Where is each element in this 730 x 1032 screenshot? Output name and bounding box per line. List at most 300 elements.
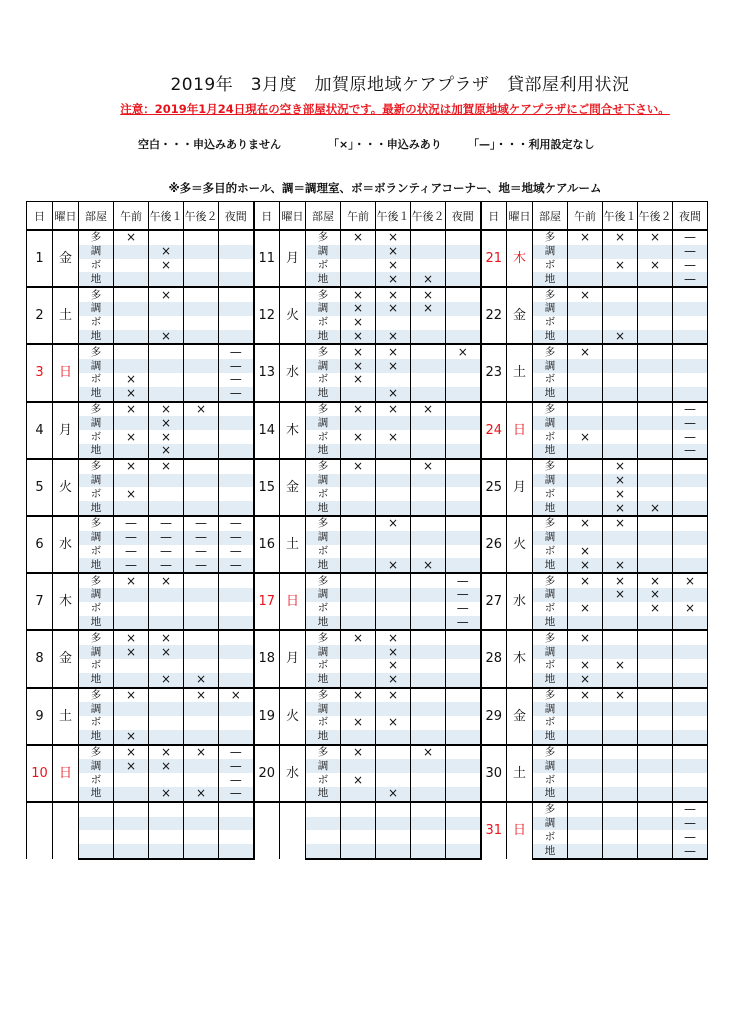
day-cell (254, 802, 280, 859)
slot-cell: × (603, 558, 638, 573)
slot-cell (376, 588, 411, 602)
slot-cell: — (219, 373, 254, 387)
table-row (27, 616, 708, 631)
slot-cell (603, 387, 638, 402)
slot-cell (638, 430, 673, 444)
slot-cell: × (149, 287, 184, 302)
slot-cell: — (219, 531, 254, 545)
slot-cell (603, 402, 638, 417)
notice-text (0, 101, 730, 117)
weekday-cell: 土 (507, 344, 533, 401)
room-cell: ボ (306, 716, 341, 730)
column-header: 午後１ (376, 202, 411, 231)
slot-cell (603, 630, 638, 645)
slot-cell (446, 673, 481, 688)
slot-cell: × (568, 630, 603, 645)
slot-cell (638, 802, 673, 817)
room-cell: 多 (79, 745, 114, 760)
table-row (27, 702, 708, 716)
slot-cell (446, 416, 481, 430)
slot-cell (568, 444, 603, 459)
slot-cell (446, 302, 481, 316)
slot-cell (114, 830, 149, 844)
column-header: 曜日 (507, 202, 533, 231)
slot-cell (568, 487, 603, 501)
slot-cell (184, 501, 219, 516)
slot-cell (638, 688, 673, 703)
slot-cell (219, 501, 254, 516)
slot-cell: — (219, 344, 254, 359)
slot-cell (341, 558, 376, 573)
room-cell: 地 (306, 501, 341, 516)
slot-cell: × (638, 588, 673, 602)
slot-cell: — (184, 531, 219, 545)
slot-cell (446, 817, 481, 831)
day-cell: 13 (254, 344, 280, 401)
slot-cell (673, 501, 708, 516)
slot-cell (184, 659, 219, 673)
slot-cell (411, 474, 446, 488)
slot-cell (341, 844, 376, 859)
weekday-cell: 木 (507, 230, 533, 287)
slot-cell: — (673, 844, 708, 859)
slot-cell (446, 759, 481, 773)
room-cell: 多 (79, 344, 114, 359)
slot-cell: × (411, 272, 446, 287)
slot-cell (411, 416, 446, 430)
slot-cell (114, 602, 149, 616)
slot-cell: × (568, 673, 603, 688)
slot-cell (638, 245, 673, 259)
table-row (27, 759, 708, 773)
slot-cell (219, 416, 254, 430)
table-row (27, 573, 708, 588)
room-cell: 地 (306, 787, 341, 802)
slot-cell (184, 359, 219, 373)
slot-cell (638, 316, 673, 330)
slot-cell (184, 773, 219, 787)
slot-cell (446, 287, 481, 302)
room-cell: 地 (306, 272, 341, 287)
slot-cell: — (114, 531, 149, 545)
slot-cell (568, 616, 603, 631)
slot-cell (184, 730, 219, 745)
slot-cell: × (184, 673, 219, 688)
room-cell: 多 (306, 230, 341, 245)
weekday-cell: 土 (53, 287, 79, 344)
slot-cell (341, 602, 376, 616)
slot-cell (411, 516, 446, 531)
slot-cell (673, 773, 708, 787)
slot-cell: × (638, 230, 673, 245)
slot-cell (219, 730, 254, 745)
room-cell: 調 (533, 245, 568, 259)
slot-cell (411, 487, 446, 501)
slot-cell: × (341, 430, 376, 444)
slot-cell (673, 287, 708, 302)
slot-cell: × (376, 716, 411, 730)
slot-cell (149, 359, 184, 373)
slot-cell: × (149, 573, 184, 588)
slot-cell: × (341, 688, 376, 703)
slot-cell (568, 773, 603, 787)
room-cell: ボ (533, 602, 568, 616)
table-row (27, 416, 708, 430)
slot-cell: × (603, 259, 638, 273)
table-row (27, 272, 708, 287)
slot-cell (446, 787, 481, 802)
slot-cell (376, 602, 411, 616)
slot-cell (638, 272, 673, 287)
slot-cell: — (219, 759, 254, 773)
slot-cell (184, 702, 219, 716)
weekday-cell: 土 (507, 745, 533, 802)
slot-cell (341, 588, 376, 602)
slot-cell (411, 673, 446, 688)
room-cell: 調 (79, 416, 114, 430)
weekday-cell: 月 (53, 402, 79, 459)
slot-cell (341, 702, 376, 716)
slot-cell: — (673, 416, 708, 430)
page-title (0, 70, 730, 95)
room-cell: 地 (306, 616, 341, 631)
slot-cell: × (376, 645, 411, 659)
slot-cell: — (114, 545, 149, 559)
room-cell: 多 (306, 573, 341, 588)
room-cell: 多 (306, 344, 341, 359)
slot-cell (673, 702, 708, 716)
slot-cell: × (603, 588, 638, 602)
room-cell: ボ (533, 830, 568, 844)
room-cell: ボ (79, 716, 114, 730)
legend-dash: 「—」・・・利用設定なし (468, 138, 595, 151)
slot-cell (638, 745, 673, 760)
slot-cell (184, 272, 219, 287)
room-cell: 多 (533, 573, 568, 588)
slot-cell (673, 745, 708, 760)
slot-cell: × (568, 558, 603, 573)
slot-cell: — (446, 573, 481, 588)
table-row (27, 659, 708, 673)
room-cell: ボ (533, 773, 568, 787)
slot-cell (411, 387, 446, 402)
weekday-cell: 水 (280, 745, 306, 802)
slot-cell (411, 430, 446, 444)
slot-cell: — (673, 430, 708, 444)
slot-cell (568, 416, 603, 430)
room-cell: 調 (306, 702, 341, 716)
room-cell: 多 (533, 802, 568, 817)
day-cell: 4 (27, 402, 53, 459)
room-cell: ボ (306, 259, 341, 273)
weekday-cell: 水 (280, 344, 306, 401)
slot-cell: × (376, 302, 411, 316)
slot-cell (673, 787, 708, 802)
room-cell: 多 (79, 573, 114, 588)
slot-cell (184, 645, 219, 659)
day-cell: 2 (27, 287, 53, 344)
room-cell: ボ (306, 373, 341, 387)
room-cell: 地 (533, 501, 568, 516)
slot-cell: × (376, 272, 411, 287)
weekday-cell: 水 (507, 573, 533, 630)
slot-cell (603, 430, 638, 444)
slot-cell: — (219, 558, 254, 573)
column-header: 午前 (114, 202, 149, 231)
slot-cell: × (411, 745, 446, 760)
slot-cell (184, 416, 219, 430)
table-row (27, 673, 708, 688)
slot-cell: — (219, 516, 254, 531)
slot-cell (184, 716, 219, 730)
slot-cell: — (114, 558, 149, 573)
slot-cell (376, 730, 411, 745)
slot-cell: × (603, 659, 638, 673)
slot-cell: — (673, 230, 708, 245)
room-cell: ボ (79, 602, 114, 616)
slot-cell (341, 787, 376, 802)
room-cell: 多 (306, 516, 341, 531)
slot-cell: × (411, 402, 446, 417)
column-header: 午後１ (603, 202, 638, 231)
slot-cell (568, 501, 603, 516)
slot-cell (184, 759, 219, 773)
room-cell: 地 (533, 616, 568, 631)
room-cell: ボ (306, 659, 341, 673)
slot-cell (219, 659, 254, 673)
slot-cell: × (376, 359, 411, 373)
weekday-cell: 金 (53, 630, 79, 687)
slot-cell (603, 759, 638, 773)
room-cell: 地 (533, 673, 568, 688)
day-cell: 29 (481, 688, 507, 745)
slot-cell (411, 730, 446, 745)
room-cell: 多 (533, 402, 568, 417)
slot-cell: × (114, 630, 149, 645)
slot-cell (376, 844, 411, 859)
slot-cell (603, 373, 638, 387)
slot-cell (603, 730, 638, 745)
room-cell: 地 (533, 844, 568, 859)
slot-cell: × (603, 688, 638, 703)
slot-cell: — (673, 830, 708, 844)
slot-cell (603, 531, 638, 545)
weekday-cell (53, 802, 79, 859)
slot-cell (376, 444, 411, 459)
slot-cell: × (638, 259, 673, 273)
slot-cell (114, 416, 149, 430)
slot-cell (411, 330, 446, 345)
slot-cell (114, 588, 149, 602)
table-row (27, 245, 708, 259)
slot-cell: × (568, 602, 603, 616)
slot-cell (376, 459, 411, 474)
table-row (27, 501, 708, 516)
day-cell: 27 (481, 573, 507, 630)
reservation-table (26, 201, 708, 860)
slot-cell (411, 616, 446, 631)
slot-cell (376, 474, 411, 488)
room-cell: 多 (306, 287, 341, 302)
slot-cell (638, 287, 673, 302)
slot-cell (411, 716, 446, 730)
slot-cell (568, 245, 603, 259)
slot-cell (673, 616, 708, 631)
slot-cell (603, 416, 638, 430)
slot-cell (673, 316, 708, 330)
slot-cell (638, 773, 673, 787)
table-row (27, 817, 708, 831)
slot-cell (603, 817, 638, 831)
column-header: 部屋 (533, 202, 568, 231)
slot-cell (411, 659, 446, 673)
slot-cell: — (219, 745, 254, 760)
slot-cell (114, 787, 149, 802)
slot-cell (603, 716, 638, 730)
slot-cell (376, 501, 411, 516)
slot-cell (673, 516, 708, 531)
slot-cell (341, 802, 376, 817)
slot-cell (673, 673, 708, 688)
slot-cell: × (638, 501, 673, 516)
slot-cell (149, 373, 184, 387)
slot-cell (184, 316, 219, 330)
slot-cell (184, 830, 219, 844)
slot-cell (184, 430, 219, 444)
slot-cell (568, 402, 603, 417)
day-cell: 31 (481, 802, 507, 859)
slot-cell (219, 602, 254, 616)
slot-cell (411, 702, 446, 716)
slot-cell: — (149, 558, 184, 573)
slot-cell (673, 359, 708, 373)
room-cell: 多 (306, 688, 341, 703)
slot-cell (638, 730, 673, 745)
slot-cell: × (341, 330, 376, 345)
room-cell (306, 830, 341, 844)
slot-cell: × (603, 230, 638, 245)
room-cell: ボ (306, 487, 341, 501)
room-cell: ボ (533, 430, 568, 444)
slot-cell (219, 702, 254, 716)
table-row (27, 844, 708, 859)
slot-cell: — (446, 616, 481, 631)
legend-x: 「×」・・・申込みあり (328, 138, 442, 151)
slot-cell: × (341, 359, 376, 373)
slot-cell (219, 844, 254, 859)
room-cell: 多 (79, 630, 114, 645)
slot-cell: — (184, 516, 219, 531)
room-cell: 調 (533, 817, 568, 831)
slot-cell: × (568, 573, 603, 588)
slot-cell (446, 387, 481, 402)
slot-cell (184, 630, 219, 645)
slot-cell (149, 830, 184, 844)
weekday-cell: 金 (53, 230, 79, 287)
slot-cell: × (184, 688, 219, 703)
slot-cell (114, 702, 149, 716)
slot-cell (446, 716, 481, 730)
slot-cell (603, 444, 638, 459)
weekday-cell: 日 (53, 745, 79, 802)
slot-cell (219, 716, 254, 730)
column-header: 夜間 (219, 202, 254, 231)
slot-cell: × (341, 302, 376, 316)
table-row (27, 645, 708, 659)
slot-cell: × (376, 673, 411, 688)
slot-cell (638, 645, 673, 659)
slot-cell (411, 259, 446, 273)
table-row (27, 444, 708, 459)
room-cell: 調 (533, 416, 568, 430)
slot-cell (446, 316, 481, 330)
slot-cell (149, 817, 184, 831)
slot-cell (149, 716, 184, 730)
slot-cell (446, 545, 481, 559)
slot-cell (184, 844, 219, 859)
slot-cell (446, 702, 481, 716)
slot-cell: × (376, 688, 411, 703)
slot-cell: — (673, 245, 708, 259)
slot-cell (603, 673, 638, 688)
slot-cell (184, 602, 219, 616)
slot-cell (341, 501, 376, 516)
slot-cell (114, 344, 149, 359)
slot-cell (568, 844, 603, 859)
slot-cell: — (184, 545, 219, 559)
slot-cell: × (376, 230, 411, 245)
slot-cell (341, 531, 376, 545)
slot-cell (568, 459, 603, 474)
day-cell: 9 (27, 688, 53, 745)
slot-cell (446, 745, 481, 760)
slot-cell: × (603, 487, 638, 501)
slot-cell (603, 830, 638, 844)
slot-cell (341, 730, 376, 745)
column-header: 午後１ (149, 202, 184, 231)
room-cell: 地 (533, 272, 568, 287)
room-cell: 地 (79, 673, 114, 688)
slot-cell (411, 759, 446, 773)
table-row (27, 387, 708, 402)
slot-cell (638, 558, 673, 573)
slot-cell (568, 373, 603, 387)
room-cell: 調 (306, 416, 341, 430)
slot-cell (638, 487, 673, 501)
slot-cell (184, 373, 219, 387)
slot-cell (184, 802, 219, 817)
slot-cell (114, 245, 149, 259)
weekday-cell (280, 802, 306, 859)
room-cell: 調 (79, 531, 114, 545)
slot-cell: — (219, 545, 254, 559)
room-cell: 地 (79, 616, 114, 631)
slot-cell (446, 359, 481, 373)
room-cell: 地 (533, 330, 568, 345)
day-cell: 14 (254, 402, 280, 459)
slot-cell (568, 359, 603, 373)
room-cell: 多 (533, 287, 568, 302)
slot-cell (411, 245, 446, 259)
room-cell: 地 (533, 730, 568, 745)
slot-cell (638, 702, 673, 716)
slot-cell: — (149, 516, 184, 531)
slot-cell (219, 817, 254, 831)
slot-cell: × (149, 330, 184, 345)
slot-cell (114, 272, 149, 287)
slot-cell: × (114, 487, 149, 501)
slot-cell (219, 272, 254, 287)
